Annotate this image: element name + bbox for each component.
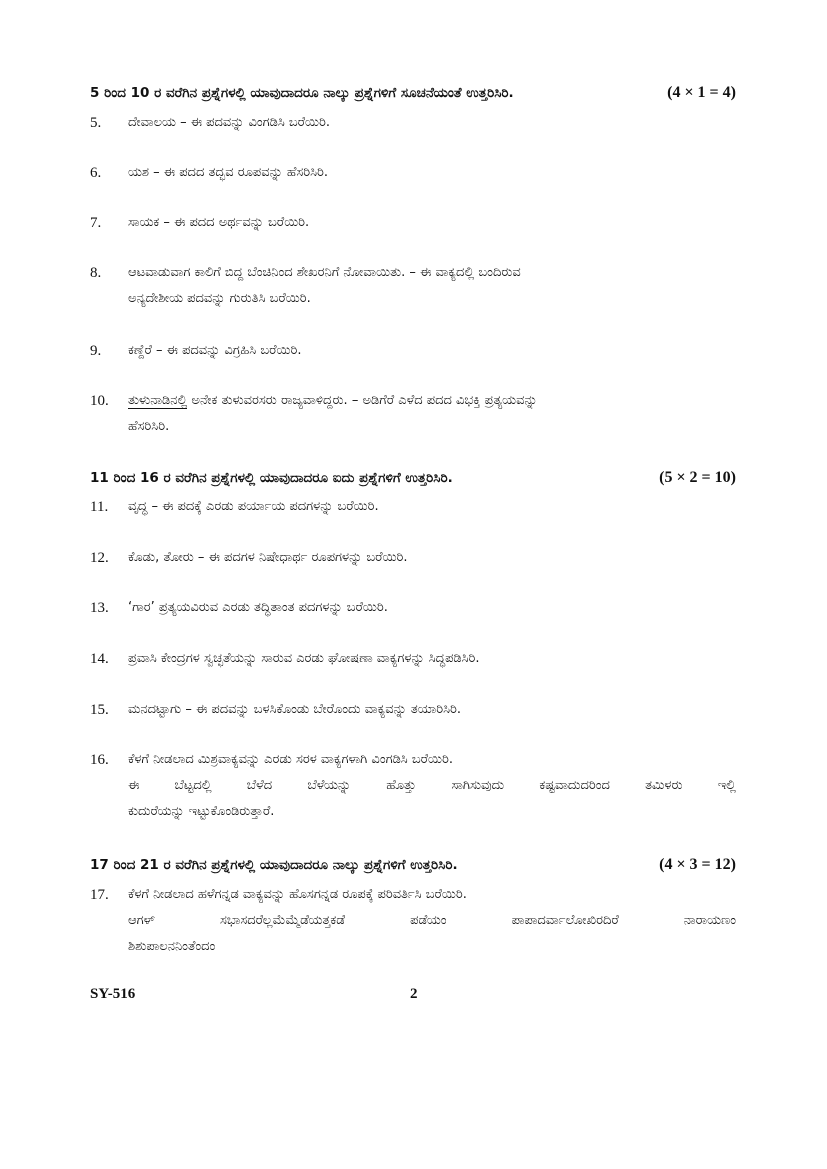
question-number: 5. <box>90 115 102 131</box>
question-text <box>128 160 736 186</box>
question-number: 17. <box>90 887 109 903</box>
paper-code: SY-516 <box>90 986 136 1002</box>
page-number: 2 <box>410 986 418 1002</box>
question-text <box>128 260 736 312</box>
question-line: ಕೆಳಗೆ ನೀಡಲಾದ ಹಳೆಗನ್ನಡ ವಾಕ್ಯವನ್ನು ಹೊಸಗನ್ನಡ ರೂಪಕ್ಕೆ ಪರಿವರ್ತಿಸಿ ಬರೆಯಿರಿ. <box>128 887 467 902</box>
question-line: ಆಗಳ್ ಸಭಾಸದರೆಲ್ಲಮೆಮ್ಮೆಡೆಯತ್ತಕಡೆ ಪಡೆಯಂ ಪಾಪಾದರ್ವಾಲೋಖಿರದಿರೆ ನಾರಾಯಣಂ <box>128 913 736 928</box>
section-marks: (4 × 1 = 4) <box>667 84 736 101</box>
question-text <box>128 697 736 723</box>
question-number: 6. <box>90 165 102 181</box>
question-line: ದೇವಾಲಯ – ಈ ಪದವನ್ನು ವಿಂಗಡಿಸಿ ಬರೆಯಿರಿ. <box>128 115 331 130</box>
section-marks: (5 × 2 = 10) <box>659 469 736 486</box>
question-line: ಕುದುರೆಯನ್ನು ಇಟ್ಟುಕೊಂಡಿರುತ್ತಾರೆ. <box>128 804 275 819</box>
question-line: ಕಣ್ದೆರೆ – ಈ ಪದವನ್ನು ವಿಗ್ರಹಿಸಿ ಬರೆಯಿರಿ. <box>128 343 302 358</box>
question-number: 8. <box>90 265 102 281</box>
section-heading-text: 17 ರಿಂದ 21 ರ ವರೆಗಿನ ಪ್ರಶ್ನೆಗಳಲ್ಲಿ ಯಾವುದಾದರೂ ನಾಲ್ಕು ಪ್ರಶ್ನೆಗಳಿಗೆ ಉತ್ತರಿಸಿರಿ. <box>90 857 458 873</box>
section-marks: (4 × 3 = 12) <box>659 856 736 873</box>
question-number: 11. <box>90 499 109 515</box>
question-text <box>128 646 736 672</box>
section-heading-5-10 <box>90 80 736 106</box>
question-number: 16. <box>90 752 109 768</box>
question-number: 15. <box>90 702 109 718</box>
question-text <box>128 388 736 440</box>
question-line: ಕೆಳಗೆ ನೀಡಲಾದ ಮಿಶ್ರವಾಕ್ಯವನ್ನು ಎರಡು ಸರಳ ವಾಕ್ಯಗಳಾಗಿ ವಿಂಗಡಿಸಿ ಬರೆಯಿರಿ. <box>128 752 453 767</box>
question-text <box>128 494 736 520</box>
question-line: ಯಶ – ಈ ಪದದ ತದ್ಭವ ರೂಪವನ್ನು ಹೆಸರಿಸಿರಿ. <box>128 165 329 180</box>
question-line <box>128 388 736 414</box>
question-text <box>128 595 736 621</box>
section-heading-11-16 <box>90 465 736 491</box>
section-heading-text: 11 ರಿಂದ 16 ರ ವರೆಗಿನ ಪ್ರಶ್ನೆಗಳಲ್ಲಿ ಯಾವುದಾದರೂ ಐದು ಪ್ರಶ್ನೆಗಳಿಗೆ ಉತ್ತರಿಸಿರಿ. <box>90 470 453 486</box>
question-line: ಮನದಟ್ಟಾಗು – ಈ ಪದವನ್ನು ಬಳಸಿಕೊಂಡು ಬೇರೊಂದು ವಾಕ್ಯವನ್ನು ತಯಾರಿಸಿರಿ. <box>128 702 462 717</box>
question-line: ಸಾಯಕ – ಈ ಪದದ ಅರ್ಥವನ್ನು ಬರೆಯಿರಿ. <box>128 215 310 230</box>
question-number: 14. <box>90 651 109 667</box>
section-heading-17-21 <box>90 852 736 878</box>
question-text <box>128 338 736 364</box>
question-number: 7. <box>90 215 102 231</box>
question-line: ವೃದ್ಧ – ಈ ಪದಕ್ಕೆ ಎರಡು ಪರ್ಯಾಯ ಪದಗಳನ್ನು ಬರೆಯಿರಿ. <box>128 499 379 514</box>
question-line: ಆಟವಾಡುವಾಗ ಕಾಲಿಗೆ ಬಿದ್ದ ಬೆಂಚಿನಿಂದ ಶೇಖರನಿಗೆ ನೋವಾಯಿತು. – ಈ ವಾಕ್ಯದಲ್ಲಿ ಬಂದಿರುವ <box>128 265 521 280</box>
question-number: 9. <box>90 343 102 359</box>
question-number: 13. <box>90 600 109 616</box>
question-text <box>128 110 736 136</box>
question-line: ಪ್ರವಾಸಿ ಕೇಂದ್ರಗಳ ಸ್ವಚ್ಛತೆಯನ್ನು ಸಾರುವ ಎರಡು ಘೋಷಣಾ ವಾಕ್ಯಗಳನ್ನು ಸಿದ್ಧಪಡಿಸಿರಿ. <box>128 651 480 666</box>
question-line: ಹೆಸರಿಸಿರಿ. <box>128 419 170 434</box>
question-line: ‘ಗಾರ’ ಪ್ರತ್ಯಯವಿರುವ ಎರಡು ತದ್ಧಿತಾಂತ ಪದಗಳನ್ನು ಬರೆಯಿರಿ. <box>128 600 388 615</box>
question-line: ಅನ್ಯದೇಶೀಯ ಪದವನ್ನು ಗುರುತಿಸಿ ಬರೆಯಿರಿ. <box>128 291 311 306</box>
section-heading-text: 5 ರಿಂದ 10 ರ ವರೆಗಿನ ಪ್ರಶ್ನೆಗಳಲ್ಲಿ ಯಾವುದಾದರೂ ನಾಲ್ಕು ಪ್ರಶ್ನೆಗಳಿಗೆ ಸೂಚನೆಯಂತೆ ಉತ್ತರಿಸಿರಿ. <box>90 85 514 101</box>
question-text <box>128 882 736 960</box>
question-line: ಶಿಶುಪಾಲನನಿಂತೆಂದಂ <box>128 939 216 954</box>
question-number: 10. <box>90 393 109 409</box>
question-number: 12. <box>90 550 109 566</box>
question-text <box>128 747 736 825</box>
question-text <box>128 210 736 236</box>
underlined-word: ತುಳುನಾಡಿನಲ್ಲಿ <box>128 393 188 408</box>
question-line: ಕೊಡು, ತೋರು – ಈ ಪದಗಳ ನಿಷೇಧಾರ್ಥ ರೂಪಗಳನ್ನು ಬರೆಯಿರಿ. <box>128 550 408 565</box>
question-line: ಈ ಬೆಟ್ಟದಲ್ಲಿ ಬೆಳೆದ ಬೆಳೆಯನ್ನು ಹೊತ್ತು ಸಾಗಿಸುವುದು ಕಷ್ಟವಾದುದರಿಂದ ತಮಿಳರು ಇಲ್ಲಿ <box>128 778 736 793</box>
question-line-rest: ಅನೇಕ ತುಳುವರಸರು ರಾಜ್ಯವಾಳಿದ್ದರು. – ಅಡಿಗೆರೆ ಎಳೆದ ಪದದ ವಿಭಕ್ತಿ ಪ್ರತ್ಯಯವನ್ನು <box>187 393 538 408</box>
question-text <box>128 545 736 571</box>
